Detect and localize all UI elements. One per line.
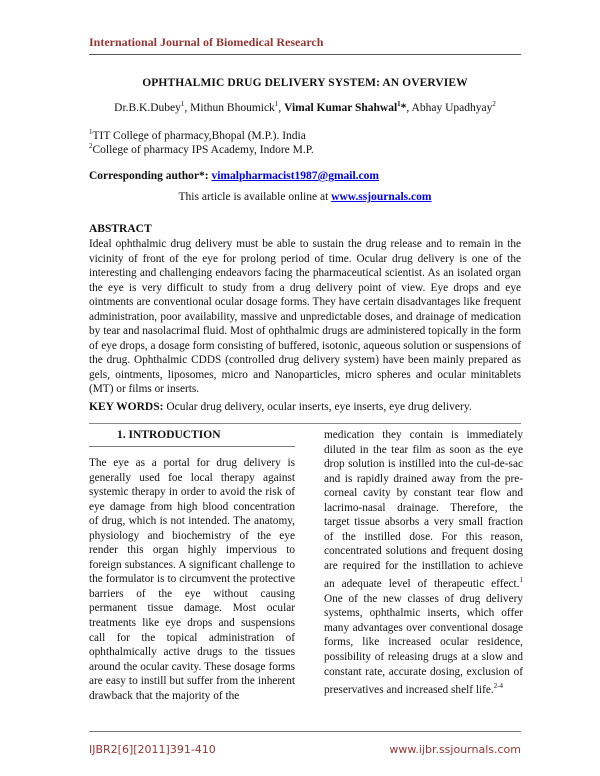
author-name: Dr.B.K.Dubey: [114, 101, 181, 114]
right-column-text: One of the new classes of drug delivery systems, ophthalmic inserts, which offer many advantages over conventional dosage forms, like increased ocular residence, possibility of releasing drugs at a slow and constant rate, accurate dosing, exclusion of preservatives and increased shelf life.: [324, 592, 523, 696]
paper-title: OPHTHALMIC DRUG DELIVERY SYSTEM: AN OVERVIEW: [142, 77, 468, 89]
author-separator: ,: [406, 101, 412, 114]
introduction-heading: 1. INTRODUCTION: [117, 429, 221, 441]
availability-line: [89, 191, 521, 203]
affiliation-mark: 1: [89, 128, 93, 136]
footer-citation: IJBR2[6][2011]391-410: [89, 743, 216, 756]
corresponding-author: [89, 170, 379, 182]
affiliation-2: [89, 142, 314, 156]
citation-mark: 2-4: [493, 682, 504, 691]
author-affiliation-mark: 1: [180, 100, 185, 108]
author-separator: ,: [184, 101, 191, 114]
footer-website: www.ijbr.ssjournals.com: [389, 743, 521, 756]
header-rule: [89, 54, 521, 55]
section-divider: [89, 423, 521, 424]
footer-rule: [89, 731, 521, 732]
introduction-heading-rule: [89, 446, 295, 447]
author-name: Abhay Upadhyay: [411, 101, 493, 114]
availability-text: This article is available online at: [178, 191, 332, 203]
keywords-text: Ocular drug delivery, ocular inserts, eye inserts, eye drug delivery.: [163, 401, 472, 413]
author-separator: ,: [278, 101, 285, 114]
right-column-text: medication they contain is immediately diluted in the tear film as soon as the eye drop solution is instilled into the cul-de-sac and is rapidly drained away from the pre-corneal cavity by constant tear flow and lacrimo-nasal drainage. Therefore, the target tissue absorbs a very small fraction of the instilled dose. For this reason, concentrated solutions and frequent dosing are required for the instillation to achieve an adequate level of therapeutic effect.: [324, 429, 523, 591]
corresponding-label: Corresponding author*:: [89, 170, 209, 182]
keywords-label: KEY WORDS:: [89, 401, 164, 413]
affiliation-mark: 2: [89, 142, 93, 150]
corresponding-star: *: [400, 101, 407, 114]
corresponding-email-link[interactable]: vimalpharmacist1987@gmail.com: [211, 170, 379, 182]
author-affiliation-mark: 1: [274, 100, 279, 108]
citation-mark: 1: [519, 576, 523, 585]
abstract-heading: ABSTRACT: [89, 223, 152, 235]
keywords-line: [89, 401, 521, 413]
author-affiliation-mark: 2: [492, 100, 496, 108]
author-affiliation-mark: 1: [397, 100, 401, 108]
introduction-right-column: [324, 428, 523, 697]
corresponding-author-name: Vimal Kumar Shahwal: [284, 101, 398, 114]
abstract-body: Ideal ophthalmic drug delivery must be able to sustain the drug release and to remain in the vicinity of front of the eye for prolong period of time. Ocular drug delivery is one of the interesting and challenging endeavors facing the pharmaceutical scientist. As an isolated organ the eye is very difficult to study from a drug delivery point of view. Eye drops and eye ointments are conventional ocular dosage forms. They have certain disadvantages like frequent administration, poor availability, massive and unpredictable doses, and drainage of medication by tear and nasolacrimal fluid. Most of ophthalmic drugs are administered topically in the form of eye drops, a dosage form consisting of buffered, isotonic, aqueous solution or suspensions of the drug. Ophthalmic CDDS (controlled drug delivery system) have been mainly prepared as gels, ointments, liposomes, micro and Nanoparticles, micro spheres and ocular minitablets (MT) or films or inserts.: [89, 238, 521, 396]
affiliation-1: [89, 128, 306, 142]
introduction-left-column: The eye as a portal for drug delivery is generally used foe local therapy against systemic therapy in order to avoid the risk of eye damage from high blood concentration of drug, which is not intended. The anatomy, physiology and biochemistry of the eye render this organ highly impervious to foreign substances. A significant challenge to the formulator is to circumvent the protective barriers of the eye without causing permanent tissue damage. Most ocular treatments like eye drops and suspensions call for the topical administration of ophthalmically active drugs to the tissues around the ocular cavity. These dosage forms are easy to instill but suffer from the inherent drawback that the majority of the: [89, 457, 295, 702]
journal-title: International Journal of Biomedical Research: [89, 35, 324, 49]
author-list: [89, 100, 521, 114]
affiliation-text: TIT College of pharmacy,Bhopal (M.P.). India: [92, 129, 306, 142]
affiliation-text: College of pharmacy IPS Academy, Indore M.P.: [92, 143, 314, 156]
journal-website-link[interactable]: www.ssjournals.com: [331, 191, 432, 203]
author-name: Mithun Bhoumick: [190, 101, 275, 114]
